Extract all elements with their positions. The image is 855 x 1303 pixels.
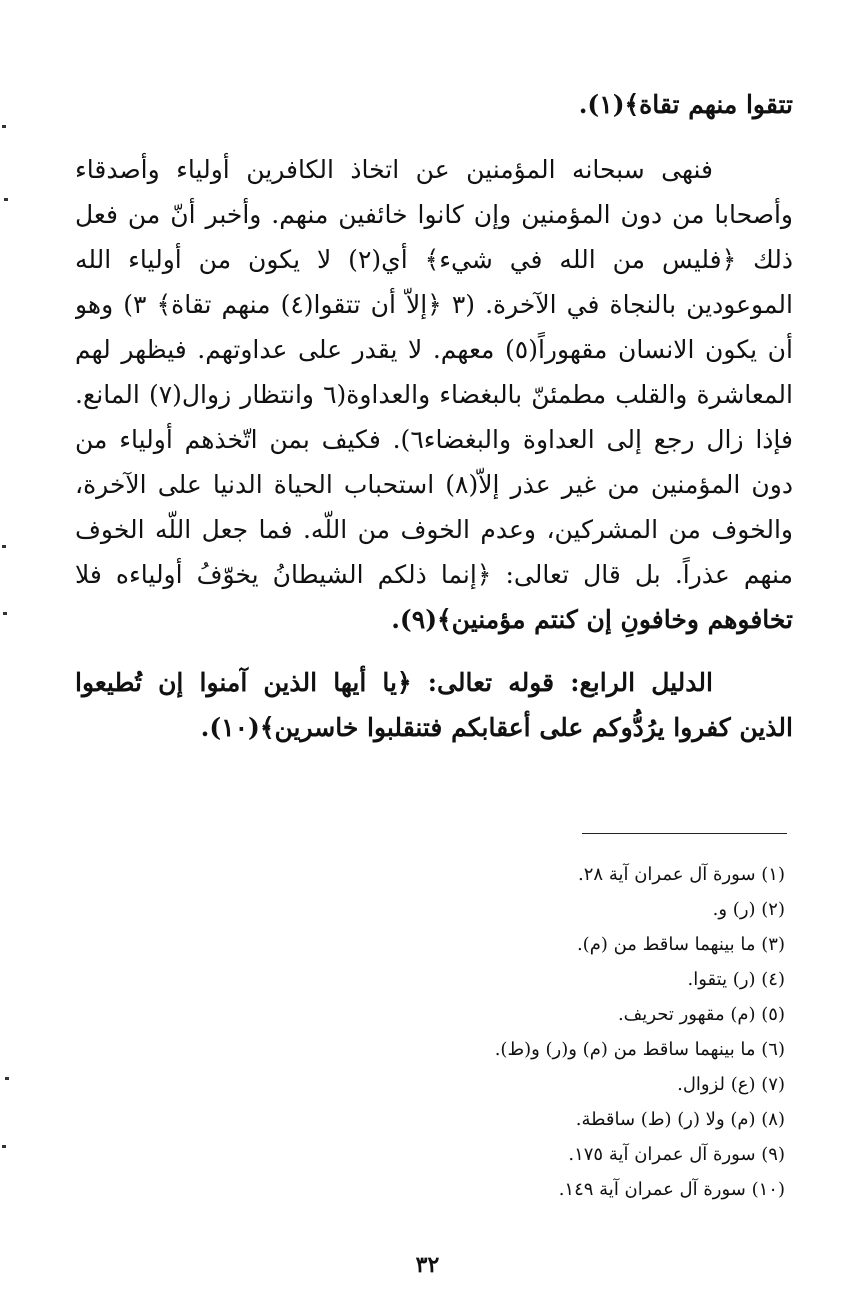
- text-line: أن يكون الانسان مقهوراً(٥) معهم. لا يقدر على عداوتهم. فيظهر لهم: [75, 335, 793, 364]
- footnote: (٢) (ر) و.: [712, 899, 785, 920]
- text-line: والخوف من المشركين، وعدم الخوف من اللّه. فما جعل اللّه الخوف: [75, 515, 793, 544]
- text-line: ذلك ﴿فليس من الله في شيء﴾ أي(٢) لا يكون من أولياء الله: [75, 245, 793, 274]
- text-line: فإذا زال رجع إلى العداوة والبغضاء٦). فكيف بمن اتّخذهم أولياء من: [75, 425, 793, 454]
- main-text: [75, 82, 793, 750]
- footnote: (٥) (م) مقهور تحريف.: [617, 1004, 785, 1025]
- footnotes: [300, 857, 785, 1207]
- text-line: الذين كفروا يرُدُّوكم على أعقابكم فتنقلبوا خاسرين﴾(١٠).: [200, 713, 793, 742]
- scan-speck: [4, 198, 8, 201]
- text-line: الموعودين بالنجاة في الآخرة. (٣ ﴿إلاّ أن تتقوا(٤) منهم تقاة﴾ ٣) وهو: [75, 290, 793, 319]
- text-line: المعاشرة والقلب مطمئنّ بالبغضاء والعداوة(٦ وانتظار زوال(٧) المانع.: [75, 380, 793, 409]
- text-line: فنهى سبحانه المؤمنين عن اتخاذ الكافرين أولياء وأصدقاء: [75, 155, 713, 184]
- scan-speck: [2, 1145, 6, 1148]
- text-line: وأصحابا من دون المؤمنين وإن كانوا خائفين منهم. وأخبر أنّ من فعل: [75, 200, 793, 229]
- scan-speck: [2, 125, 6, 128]
- footnote: (١) سورة آل عمران آية ٢٨.: [578, 864, 785, 885]
- text-line: تتقوا منهم تقاة﴾(١).: [578, 90, 793, 119]
- footnote: (٧) (ع) لزوال.: [677, 1074, 785, 1095]
- text-line: الدليل الرابع: قوله تعالى: ﴿يا أيها الذين آمنوا إن تُطيعوا: [75, 668, 713, 697]
- scan-speck: [2, 545, 6, 548]
- page-number: ٣٢: [415, 1252, 440, 1278]
- text-line: تخافوهم وخافونِ إن كنتم مؤمنين﴾(٩).: [391, 605, 793, 634]
- text-line: منهم عذراً. بل قال تعالى: ﴿إنما ذلكم الشيطانُ يخوّفُ أولياءه فلا: [75, 560, 793, 589]
- footnote: (٤) (ر) يتقوا.: [687, 969, 785, 990]
- footnote-separator: [582, 833, 787, 834]
- footnote: (٦) ما بينهما ساقط من (م) و(ر) و(ط).: [494, 1039, 785, 1060]
- scan-speck: [5, 1077, 9, 1080]
- text-line: دون المؤمنين من غير عذر إلاّ(٨) استحباب الحياة الدنيا على الآخرة،: [75, 470, 793, 499]
- footnote: (٩) سورة آل عمران آية ١٧٥.: [568, 1144, 785, 1165]
- footnote: (٨) (م) ولا (ر) (ط) ساقطة.: [575, 1109, 785, 1130]
- footnote: (١٠) سورة آل عمران آية ١٤٩.: [558, 1179, 785, 1200]
- scan-speck: [3, 612, 7, 615]
- footnote: (٣) ما بينهما ساقط من (م).: [576, 934, 785, 955]
